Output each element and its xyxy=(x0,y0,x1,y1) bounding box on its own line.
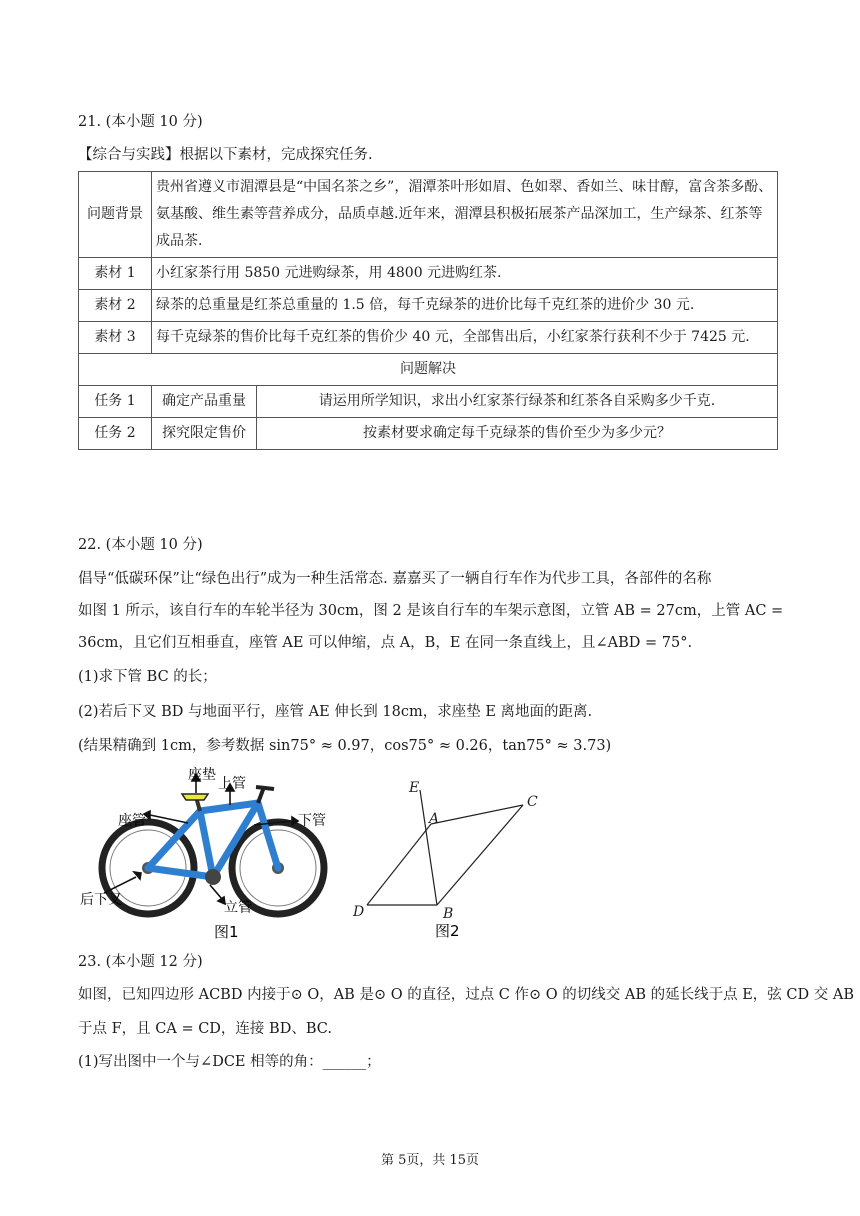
task-1-name: 确定产品重量 xyxy=(152,386,257,418)
point-C: C xyxy=(527,794,538,810)
table-row xyxy=(79,418,778,450)
label-down-tube: 下管 xyxy=(298,813,326,829)
material-3-label: 素材 3 xyxy=(79,322,152,354)
q22-line-3: 36cm，且它们互相垂直，座管 AE 可以伸缩，点 A，B，E 在同一条直线上，且∠ABD = 75°. xyxy=(78,635,693,651)
table-row xyxy=(79,386,778,418)
q21-heading: 21. (本小题 10 分) xyxy=(78,114,203,130)
label-top-tube: 上管 xyxy=(218,776,246,792)
background-text: 贵州省遵义市湄潭县是“中国名茶之乡”，湄潭茶叶形如眉、色如翠、香如兰、味甘醇，富含茶多酚、氨基酸、维生素等营养成分，品质卓越.近年来，湄潭县积极拓展茶产品深加工，生产绿茶、红茶等成品茶. xyxy=(152,172,778,258)
material-2-text: 绿茶的总重量是红茶总重量的 1.5 倍，每千克绿茶的进价比每千克红茶的进价少 30 元. xyxy=(152,290,778,322)
figure-1-caption: 图1 xyxy=(214,923,239,941)
q21-table xyxy=(78,171,778,450)
task-1-label: 任务 1 xyxy=(79,386,152,418)
segment-EB xyxy=(420,790,440,905)
task-1-text: 请运用所学知识，求出小红家茶行绿茶和红茶各自采购多少千克. xyxy=(257,386,778,418)
background-label: 问题背景 xyxy=(79,172,152,258)
point-D: D xyxy=(353,904,365,920)
task-2-name: 探究限定售价 xyxy=(152,418,257,450)
point-B: B xyxy=(443,906,454,922)
figure-2-caption: 图2 xyxy=(435,922,460,940)
page-footer: 第 5页，共 15页 xyxy=(380,1153,480,1168)
q22-heading: 22. (本小题 10 分) xyxy=(78,537,203,553)
frame-diagram xyxy=(345,770,560,945)
solve-header: 问题解决 xyxy=(79,354,778,386)
table-row xyxy=(79,172,778,258)
handlebar xyxy=(256,787,274,789)
table-row xyxy=(79,322,778,354)
task-2-text: 按素材要求确定每千克绿茶的售价至少为多少元？ xyxy=(257,418,778,450)
saddle xyxy=(182,794,208,800)
task-2-label: 任务 2 xyxy=(79,418,152,450)
q22-line-2: 如图 1 所示，该自行车的车轮半径为 30cm，图 2 是该自行车的车架示意图，立管 AB = 27cm，上管 AC = xyxy=(78,603,784,619)
q23-part-1: (1)写出图中一个与∠DCE 相等的角：______； xyxy=(78,1054,381,1070)
q23-heading: 23. (本小题 12 分) xyxy=(78,954,203,970)
q23-line-1: 如图，已知四边形 ACBD 内接于⊙ O，AB 是⊙ O 的直径，过点 C 作⊙ O 的切线交 AB 的延长线于点 E，弦 CD 交 AB xyxy=(78,987,854,1003)
point-E: E xyxy=(409,780,420,796)
bike-frame xyxy=(148,803,278,877)
material-1-text: 小红家茶行用 5850 元进购绿茶，用 4800 元进购红茶. xyxy=(152,258,778,290)
q22-note: (结果精确到 1cm，参考数据 sin75° ≈ 0.97，cos75° ≈ 0.26，tan75° ≈ 3.73) xyxy=(78,738,612,754)
table-row xyxy=(79,290,778,322)
label-seat-tube: 座管 xyxy=(118,813,146,829)
label-seat: 座垫 xyxy=(188,767,216,783)
q22-part-2: (2)若后下叉 BD 与地面平行，座管 AE 伸长到 18cm，求座垫 E 离地面的距离. xyxy=(78,704,593,720)
q23-line-2: 于点 F，且 CA = CD，连接 BD、BC. xyxy=(78,1021,332,1037)
material-2-label: 素材 2 xyxy=(79,290,152,322)
material-3-text: 每千克绿茶的售价比每千克红茶的售价少 40 元，全部售出后，小红家茶行获利不少于 7425 元. xyxy=(152,322,778,354)
q22-line-1: 倡导“低碳环保”让“绿色出行”成为一种生活常态. 嘉嘉买了一辆自行车作为代步工具，各部件的名称 xyxy=(78,571,712,587)
table-row xyxy=(79,258,778,290)
q21-intro: 【综合与实践】根据以下素材，完成探究任务. xyxy=(78,147,373,163)
segment-DA xyxy=(367,824,431,905)
bicycle-figure xyxy=(78,765,348,945)
crank xyxy=(205,869,221,885)
label-chainstay: 后下叉 xyxy=(80,892,122,908)
material-1-label: 素材 1 xyxy=(79,258,152,290)
q22-part-1: (1)求下管 BC 的长； xyxy=(78,669,217,685)
point-A: A xyxy=(429,811,440,827)
table-row xyxy=(79,354,778,386)
label-vertical-tube: 立管 xyxy=(224,900,252,916)
